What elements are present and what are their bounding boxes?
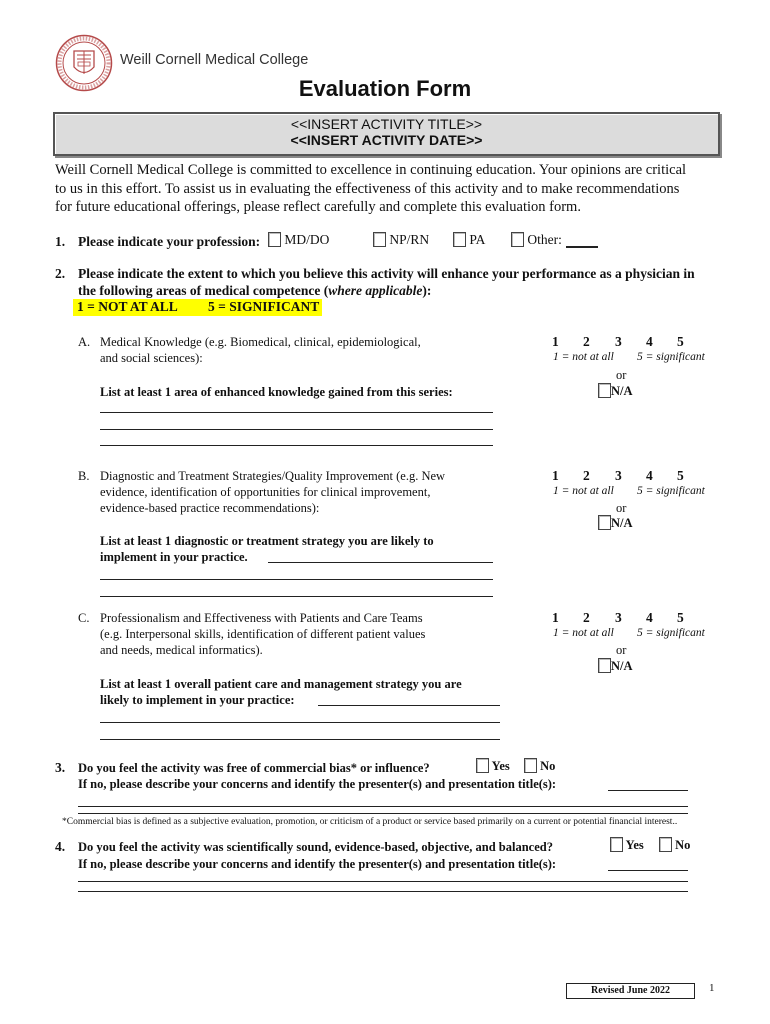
q4-prompt: Do you feel the activity was scientifically sound, evidence-based, objective, and balanced?: [78, 840, 553, 854]
section-a-rating-scale[interactable]: [552, 334, 702, 350]
rating-3[interactable]: 3: [615, 334, 622, 349]
rating-5[interactable]: 5: [677, 334, 684, 349]
section-c-list-prompt: [100, 676, 462, 708]
answer-line[interactable]: [78, 806, 688, 807]
q1-option-pa[interactable]: [453, 232, 485, 248]
q1-prompt: Please indicate your profession:: [78, 234, 261, 249]
answer-line[interactable]: [78, 813, 688, 814]
rating-1[interactable]: 1: [552, 610, 559, 625]
or-label: or: [616, 643, 627, 657]
section-b-desc: [100, 468, 445, 516]
rating-5[interactable]: 5: [677, 468, 684, 483]
checkbox[interactable]: [476, 758, 489, 773]
section-c-desc: [100, 610, 425, 658]
answer-line[interactable]: [78, 891, 688, 892]
na-option[interactable]: [598, 515, 633, 531]
scale-low-legend: 1 = not at all: [553, 485, 614, 497]
scale-high-legend: 5 = significant: [637, 351, 705, 363]
answer-line[interactable]: [608, 790, 688, 791]
q1-option-md[interactable]: [268, 232, 329, 248]
desc-line: Professionalism and Effectiveness with Patients and Care Teams: [100, 611, 423, 625]
answer-line[interactable]: [100, 429, 493, 430]
answer-line[interactable]: [608, 870, 688, 871]
q3-yes-option[interactable]: [476, 758, 510, 774]
na-label: N/A: [611, 384, 633, 398]
q4-follow-up: If no, please describe your concerns and identify the presenter(s) and presentation title(s):: [78, 857, 557, 871]
checkbox[interactable]: [598, 515, 611, 530]
scale-high-label: 5 = SIGNIFICANT: [208, 299, 320, 314]
q1-option-np[interactable]: [373, 232, 429, 248]
answer-line[interactable]: [100, 445, 493, 446]
section-a-desc: [100, 334, 421, 366]
scale-low-legend: 1 = not at all: [553, 351, 614, 363]
section-a-list-prompt: List at least 1 area of enhanced knowledge gained from this series:: [100, 385, 453, 399]
desc-line: and social sciences):: [100, 351, 203, 365]
section-a-letter: A.: [78, 335, 91, 349]
or-label: or: [616, 368, 627, 382]
scale-high-legend: 5 = significant: [637, 485, 705, 497]
q1-number: 1.: [55, 234, 66, 249]
intro-line: Weill Cornell Medical College is committed to excellence in continuing education. Your opinions are critical: [55, 162, 687, 178]
option-label: NP/RN: [389, 232, 430, 247]
no-label: No: [540, 759, 556, 773]
yes-label: Yes: [625, 838, 644, 852]
checkbox[interactable]: [610, 837, 623, 852]
section-c-letter: C.: [78, 611, 90, 625]
q2-line2: [78, 283, 431, 299]
other-answer-line[interactable]: [566, 246, 598, 248]
scale-low-legend: 1 = not at all: [553, 627, 614, 639]
checkbox[interactable]: [524, 758, 537, 773]
answer-line[interactable]: [100, 722, 500, 723]
q2-number: 2.: [55, 266, 66, 281]
desc-line: and needs, medical informatics).: [100, 643, 263, 657]
page-number: 1: [709, 982, 715, 994]
college-name: Weill Cornell Medical College: [120, 52, 309, 68]
yes-label: Yes: [491, 759, 510, 773]
q2-where-applicable: where applicable: [328, 283, 423, 298]
section-c-rating-scale[interactable]: [552, 610, 702, 626]
q2-line2-start: the following areas of medical competence (: [78, 283, 329, 298]
q2-line1: Please indicate the extent to which you believe this activity will enhance your performance as a physician in: [78, 266, 695, 281]
checkbox[interactable]: [373, 232, 386, 247]
activity-title: <<INSERT ACTIVITY TITLE>>: [290, 116, 483, 132]
list-line: likely to implement in your practice:: [100, 693, 295, 707]
answer-line[interactable]: [100, 596, 493, 597]
answer-line[interactable]: [318, 705, 500, 706]
activity-date: <<INSERT ACTIVITY DATE>>: [290, 132, 483, 148]
list-line: implement in your practice.: [100, 550, 248, 564]
rating-4[interactable]: 4: [646, 610, 653, 625]
or-label: or: [616, 501, 627, 515]
rating-5[interactable]: 5: [677, 610, 684, 625]
rating-2[interactable]: 2: [583, 610, 590, 625]
checkbox[interactable]: [598, 383, 611, 398]
answer-line[interactable]: [268, 562, 493, 563]
q4-yes-option[interactable]: [610, 837, 644, 853]
form-title: Evaluation Form: [298, 76, 472, 101]
list-line: List at least 1 diagnostic or treatment strategy you are likely to: [100, 534, 434, 548]
option-label: PA: [469, 232, 486, 247]
rating-1[interactable]: 1: [552, 468, 559, 483]
desc-line: (e.g. Interpersonal skills, identification of different patient values: [100, 627, 426, 641]
na-label: N/A: [611, 659, 633, 673]
q3-prompt: Do you feel the activity was free of commercial bias* or influence?: [78, 761, 430, 775]
list-line: List at least 1 overall patient care and management strategy you are: [100, 677, 462, 691]
checkbox[interactable]: [659, 837, 672, 852]
section-b-rating-scale[interactable]: [552, 468, 702, 484]
revised-date-box: Revised June 2022: [566, 983, 695, 999]
option-label: Other:: [527, 232, 562, 247]
q3-number: 3.: [55, 760, 66, 775]
checkbox[interactable]: [511, 232, 524, 247]
answer-line[interactable]: [100, 579, 493, 580]
answer-line[interactable]: [100, 412, 493, 413]
activity-banner: [53, 112, 720, 156]
rating-3[interactable]: 3: [615, 610, 622, 625]
desc-line: Diagnostic and Treatment Strategies/Quality Improvement (e.g. New: [100, 469, 446, 483]
commercial-bias-footnote: *Commercial bias is defined as a subjective evaluation, promotion, or criticism of a product or service based primarily on a current or potential financial interest..: [62, 817, 678, 827]
q2-scale-highlight: [73, 299, 322, 316]
rating-2[interactable]: 2: [583, 334, 590, 349]
option-label: MD/DO: [284, 232, 330, 247]
na-option[interactable]: [598, 658, 633, 674]
intro-line: to us in this effort. To assist us in evaluating the effectiveness of this activity and to make recommendations: [55, 180, 680, 197]
rating-4[interactable]: 4: [646, 334, 653, 349]
section-b-list-prompt: [100, 533, 434, 565]
rating-2[interactable]: 2: [583, 468, 590, 483]
rating-4[interactable]: 4: [646, 468, 653, 483]
q1-option-other[interactable]: [511, 232, 562, 248]
na-option[interactable]: [598, 383, 633, 399]
scale-high-legend: 5 = significant: [637, 627, 705, 639]
q3-no-option[interactable]: [524, 758, 555, 774]
desc-line: evidence, identification of opportunities for clinical improvement,: [100, 485, 431, 499]
checkbox[interactable]: [268, 232, 281, 247]
checkbox[interactable]: [453, 232, 466, 247]
answer-line[interactable]: [100, 739, 500, 740]
q4-no-option[interactable]: [659, 837, 690, 853]
intro-line: for future educational offerings, please reflect carefully and complete this evaluation form.: [55, 199, 581, 215]
answer-line[interactable]: [78, 881, 688, 882]
rating-1[interactable]: 1: [552, 334, 559, 349]
q4-number: 4.: [55, 839, 66, 854]
q2-line2-end: ):: [422, 283, 432, 298]
desc-line: evidence-based practice recommendations):: [100, 501, 320, 515]
na-label: N/A: [611, 516, 633, 530]
intro-paragraph: [55, 161, 686, 217]
scale-low-label: 1 = NOT AT ALL: [77, 299, 178, 314]
rating-3[interactable]: 3: [615, 468, 622, 483]
desc-line: Medical Knowledge (e.g. Biomedical, clinical, epidemiological,: [100, 335, 421, 349]
checkbox[interactable]: [598, 658, 611, 673]
q3-follow-up: If no, please describe your concerns and identify the presenter(s) and presentation title(s):: [78, 777, 557, 791]
section-b-letter: B.: [78, 469, 90, 483]
no-label: No: [675, 838, 691, 852]
